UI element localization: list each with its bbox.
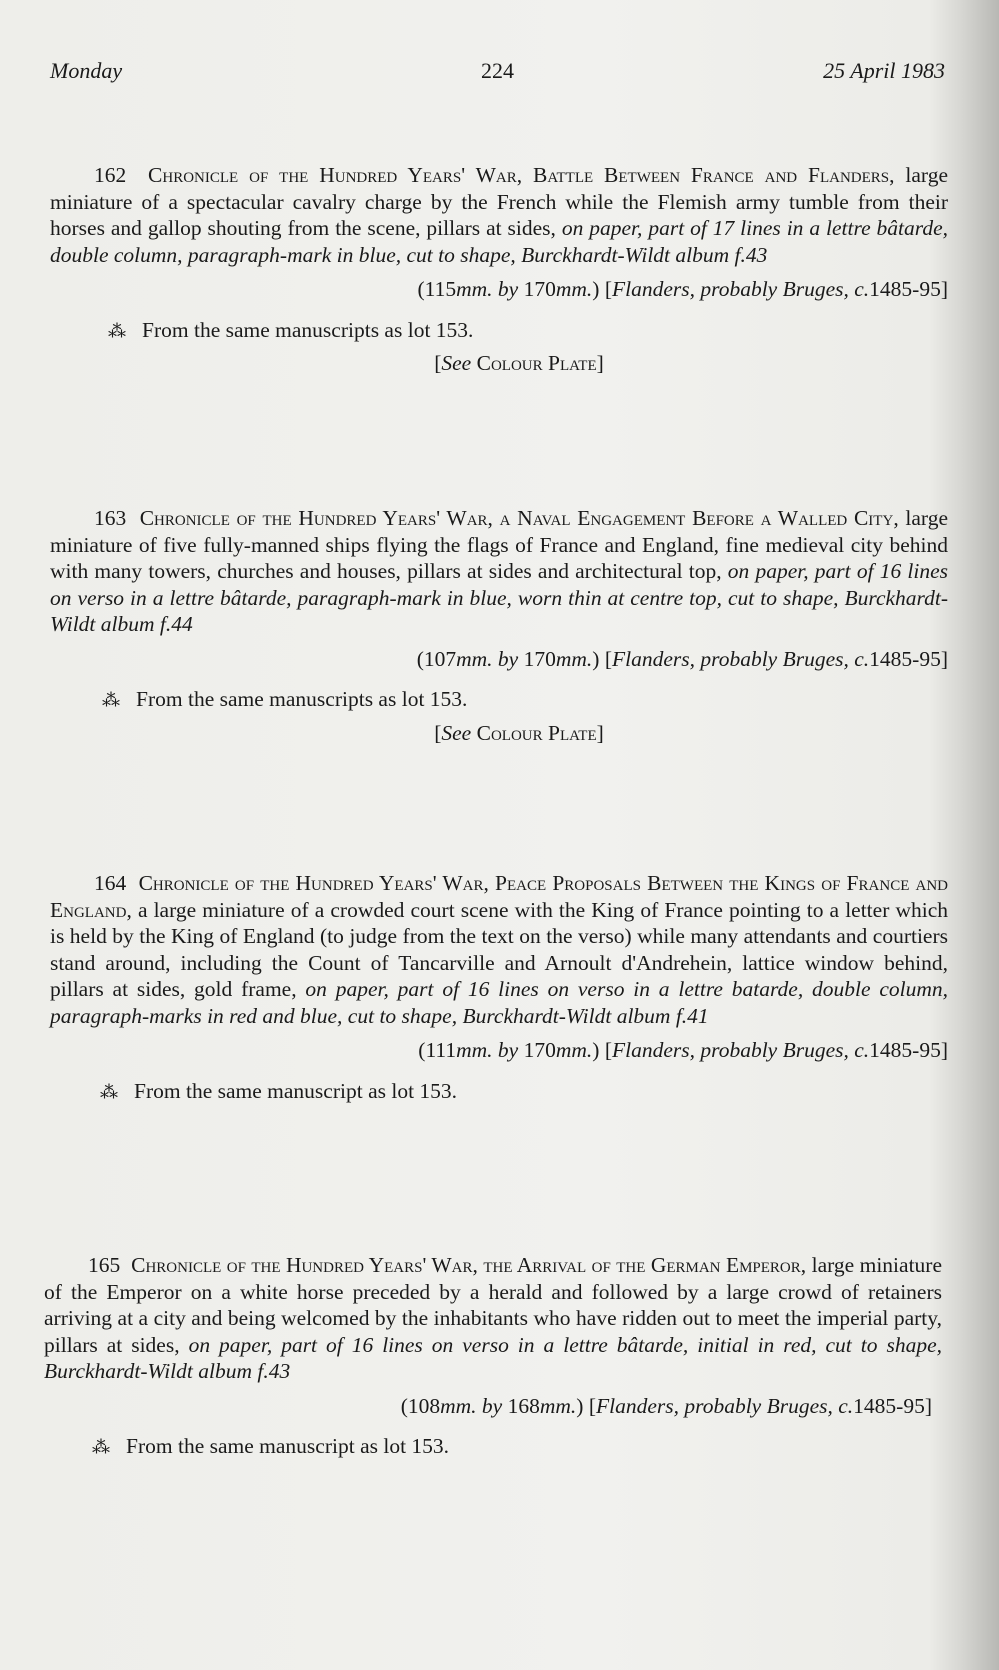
lot-text: , a large miniature of a crowded court scene with the King of France pointing to a letter which is held by the King of England (to judge from the text on the verso) while many attendants and courtiers stand around, including the Count of Tancarville and Arnoult d'Andrehein, lattice window behind, pillars at sides, gold frame, — [50, 897, 948, 1001]
lot-entry — [50, 870, 948, 1105]
lot-title: Chronicle of the Hundred Years' War, the Arrival of the German Emperor — [131, 1253, 801, 1277]
lot-text: , large miniature of five fully-manned ships flying the flags of France and England, fine medieval city behind with many towers, churches and houses, pillars at sides and architectural top, — [50, 506, 948, 583]
dims-bracket: ) [ — [592, 1038, 612, 1062]
lot-details: on paper, part of 17 lines in a lettre bâtarde, double column, paragraph-mark in blue, cut to shape, Burckhardt-Wildt album f.43 — [50, 216, 948, 267]
lot-date-range: 1485-95] — [853, 1393, 932, 1418]
lot-details: on paper, part of 16 lines on verso in a lettre bâtarde, initial in red, cut to shape, Burckhardt-Wildt album f.43 — [44, 1332, 942, 1383]
asterism-icon: ⁂ — [102, 690, 120, 710]
dims-height: 170 — [523, 646, 556, 671]
lot-number: 165 — [88, 1253, 121, 1277]
lot-dimensions — [50, 276, 948, 303]
lot-number: 163 — [94, 506, 127, 530]
lot-entry — [50, 162, 948, 377]
colour-plate-reference: [See Colour Plate] — [434, 351, 604, 375]
lot-title: Chronicle of the Hundred Years' War, Battle Between France and Flanders — [148, 163, 890, 187]
lot-description — [50, 162, 948, 268]
plate-label: Colour Plate — [476, 351, 597, 375]
lot-details: on paper, part of 16 lines on verso in a lettre batarde, double column, paragraph-marks in red and blue, cut to shape, Burckhardt-Wildt album f.41 — [50, 977, 948, 1028]
dims-width: (108 — [400, 1393, 441, 1418]
lot-title: Chronicle of the Hundred Years' War, a Naval Engagement Before a Walled City — [139, 506, 894, 530]
dims-unit: mm. — [555, 1038, 593, 1062]
lot-title: Chronicle of the Hundred Years' War, Peace Proposals Between the Kings of France and England — [50, 871, 949, 922]
page-number: 224 — [481, 58, 514, 83]
lot-date-range: 1485-95] — [869, 1038, 948, 1062]
dims-height: 170 — [523, 277, 556, 301]
asterism-icon: ⁂ — [108, 320, 126, 341]
lot-date-range: 1485-95] — [869, 277, 948, 301]
asterism-icon: ⁂ — [92, 1437, 110, 1457]
lot-provenance: Flanders, probably Bruges, c. — [612, 646, 870, 671]
lot-entry — [44, 1252, 942, 1461]
note-text: From the same manuscripts as lot 153. — [136, 687, 468, 711]
lot-note — [44, 1433, 942, 1461]
asterism-icon: ⁂ — [100, 1081, 118, 1102]
dims-unit: mm. by — [456, 1038, 524, 1062]
dims-unit: mm. by — [440, 1393, 508, 1418]
lot-text: , large miniature of the Emperor on a white horse preceded by a herald and followed by a large crowd of retainers arriving at a city and being welcomed by the inhabitants who have ridden out to meet the imperial party, pillars at sides, — [44, 1253, 942, 1357]
plate-see: See — [441, 720, 472, 745]
running-header — [50, 58, 945, 88]
colour-plate-reference: [See Colour Plate] — [434, 720, 604, 745]
dims-width: (107 — [416, 646, 457, 671]
lot-dimensions — [50, 646, 948, 673]
lot-provenance: Flanders, probably Bruges, c. — [612, 1038, 870, 1062]
lot-details: on paper, part of 16 lines on verso in a lettre bâtarde, paragraph-mark in blue, worn thin at centre top, cut to shape, Burckhardt-Wildt album f.44 — [50, 559, 949, 636]
dims-unit: mm. — [555, 646, 593, 671]
dims-unit: mm. by — [456, 646, 524, 671]
dims-unit: mm. by — [456, 277, 524, 301]
note-text: From the same manuscripts as lot 153. — [142, 317, 474, 342]
dims-width: (115 — [417, 277, 457, 301]
lot-entry — [50, 505, 948, 746]
lot-number: 164 — [94, 871, 127, 895]
lot-provenance: Flanders, probably Bruges, c. — [612, 277, 870, 301]
note-text: From the same manuscript as lot 153. — [134, 1078, 458, 1103]
lot-note — [50, 317, 948, 345]
lot-dimensions — [50, 1037, 948, 1064]
lot-note — [50, 1078, 948, 1106]
dims-height: 168 — [507, 1393, 540, 1418]
dims-width: (111 — [418, 1038, 457, 1062]
plate-label: Colour Plate — [476, 720, 597, 745]
lot-description — [50, 870, 948, 1029]
lot-dimensions — [44, 1393, 932, 1420]
lot-description — [44, 1252, 942, 1385]
note-text: From the same manuscript as lot 153. — [126, 1434, 450, 1458]
dims-bracket: ) [ — [592, 277, 612, 301]
header-day: Monday — [50, 58, 123, 83]
dims-bracket: ) [ — [576, 1393, 596, 1418]
lot-description — [50, 505, 948, 638]
plate-see: See — [441, 351, 472, 375]
lot-note — [50, 686, 948, 714]
lot-date-range: 1485-95] — [869, 646, 948, 671]
lot-provenance: Flanders, probably Bruges, c. — [596, 1393, 854, 1418]
dims-bracket: ) [ — [592, 646, 612, 671]
lot-number: 162 — [94, 163, 127, 187]
dims-unit: mm. — [555, 277, 593, 301]
dims-height: 170 — [523, 1038, 556, 1062]
header-date: 25 April 1983 — [823, 58, 945, 83]
dims-unit: mm. — [539, 1393, 577, 1418]
lot-text: , large miniature of a spectacular cavalry charge by the French while the Flemish army tumble from their horses and gallop shouting from the scene, pillars at sides, — [50, 163, 948, 240]
